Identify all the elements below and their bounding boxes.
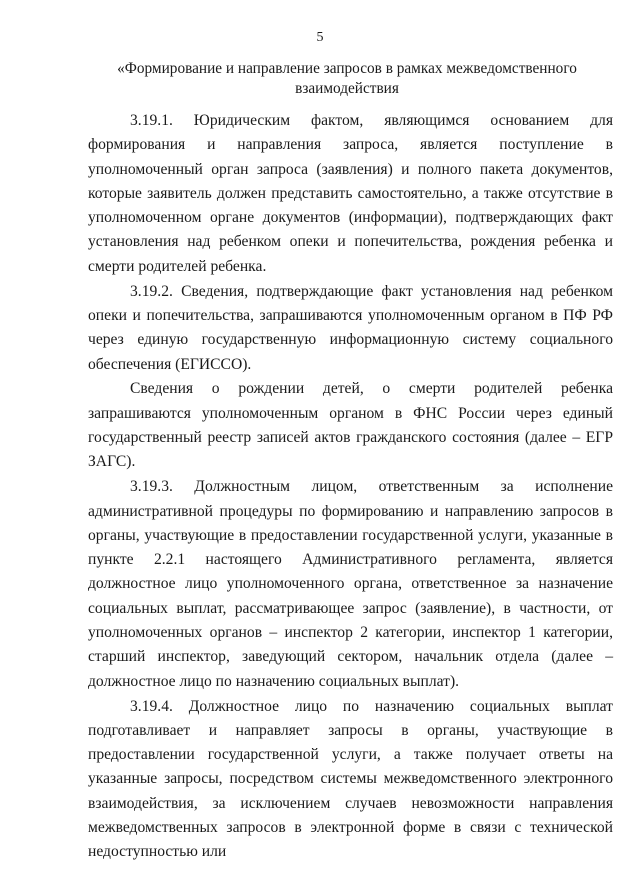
section-title: «Формирование и направление запросов в рамках межведомственного взаимодействия bbox=[117, 60, 577, 97]
paragraph-3-19-4: 3.19.4. Должностное лицо по назначению социальных выплат подготавливает и направляет запросы в органы, участвующие в предоставлении государственной услуги, а также получает ответы на указанные запросы, посредством системы межведомственного электронного взаимодействия, за исключением случаев невозможности направления межведомственных запросов в электронной форме в связи с технической недоступностью или bbox=[88, 697, 613, 861]
document-body bbox=[88, 109, 613, 865]
paragraph-3-19-3: 3.19.3. Должностным лицом, ответственным за исполнение административной процедуры по формированию и направлению запросов в органы, участвующие в предоставлении государственной услуги, указанные в пункте 2.2.1 настоящего Административного регламента, является должностное лицо уполномоченного органа, ответственное за назначение социальных выплат, рассматривающее запрос (заявление), в частности, от уполномоченных органов – инспектор 2 категории, инспектор 1 категории, старший инспектор, заведующий сектором, начальник отдела (далее – должностное лицо по назначению социальных выплат). bbox=[88, 478, 613, 690]
paragraph-3-19-2: 3.19.2. Сведения, подтверждающие факт установления над ребенком опеки и попечительства, запрашиваются уполномоченным органом в ПФ РФ через единую государственную информационную систему социального обеспечения (ЕГИССО). bbox=[88, 282, 613, 373]
paragraph-3-19-1: 3.19.1. Юридическим фактом, являющимся основанием для формирования и направления запроса, является поступление в уполномоченный орган запроса (заявления) и полного пакета документов, которые заявитель должен представить самостоятельно, а также отсутствие в уполномоченном органе документов (информации), подтверждающих факт установления над ребенком опеки и попечительства, рождения ребенка и смерти родителей ребенка. bbox=[88, 112, 613, 275]
paragraph-birth-death-records: Сведения о рождении детей, о смерти родителей ребенка запрашиваются уполномоченным органом в ФНС России через единый государственный реестр записей актов гражданского состояния (далее – ЕГР ЗАГС). bbox=[88, 380, 613, 471]
page-number: 5 bbox=[316, 30, 324, 45]
